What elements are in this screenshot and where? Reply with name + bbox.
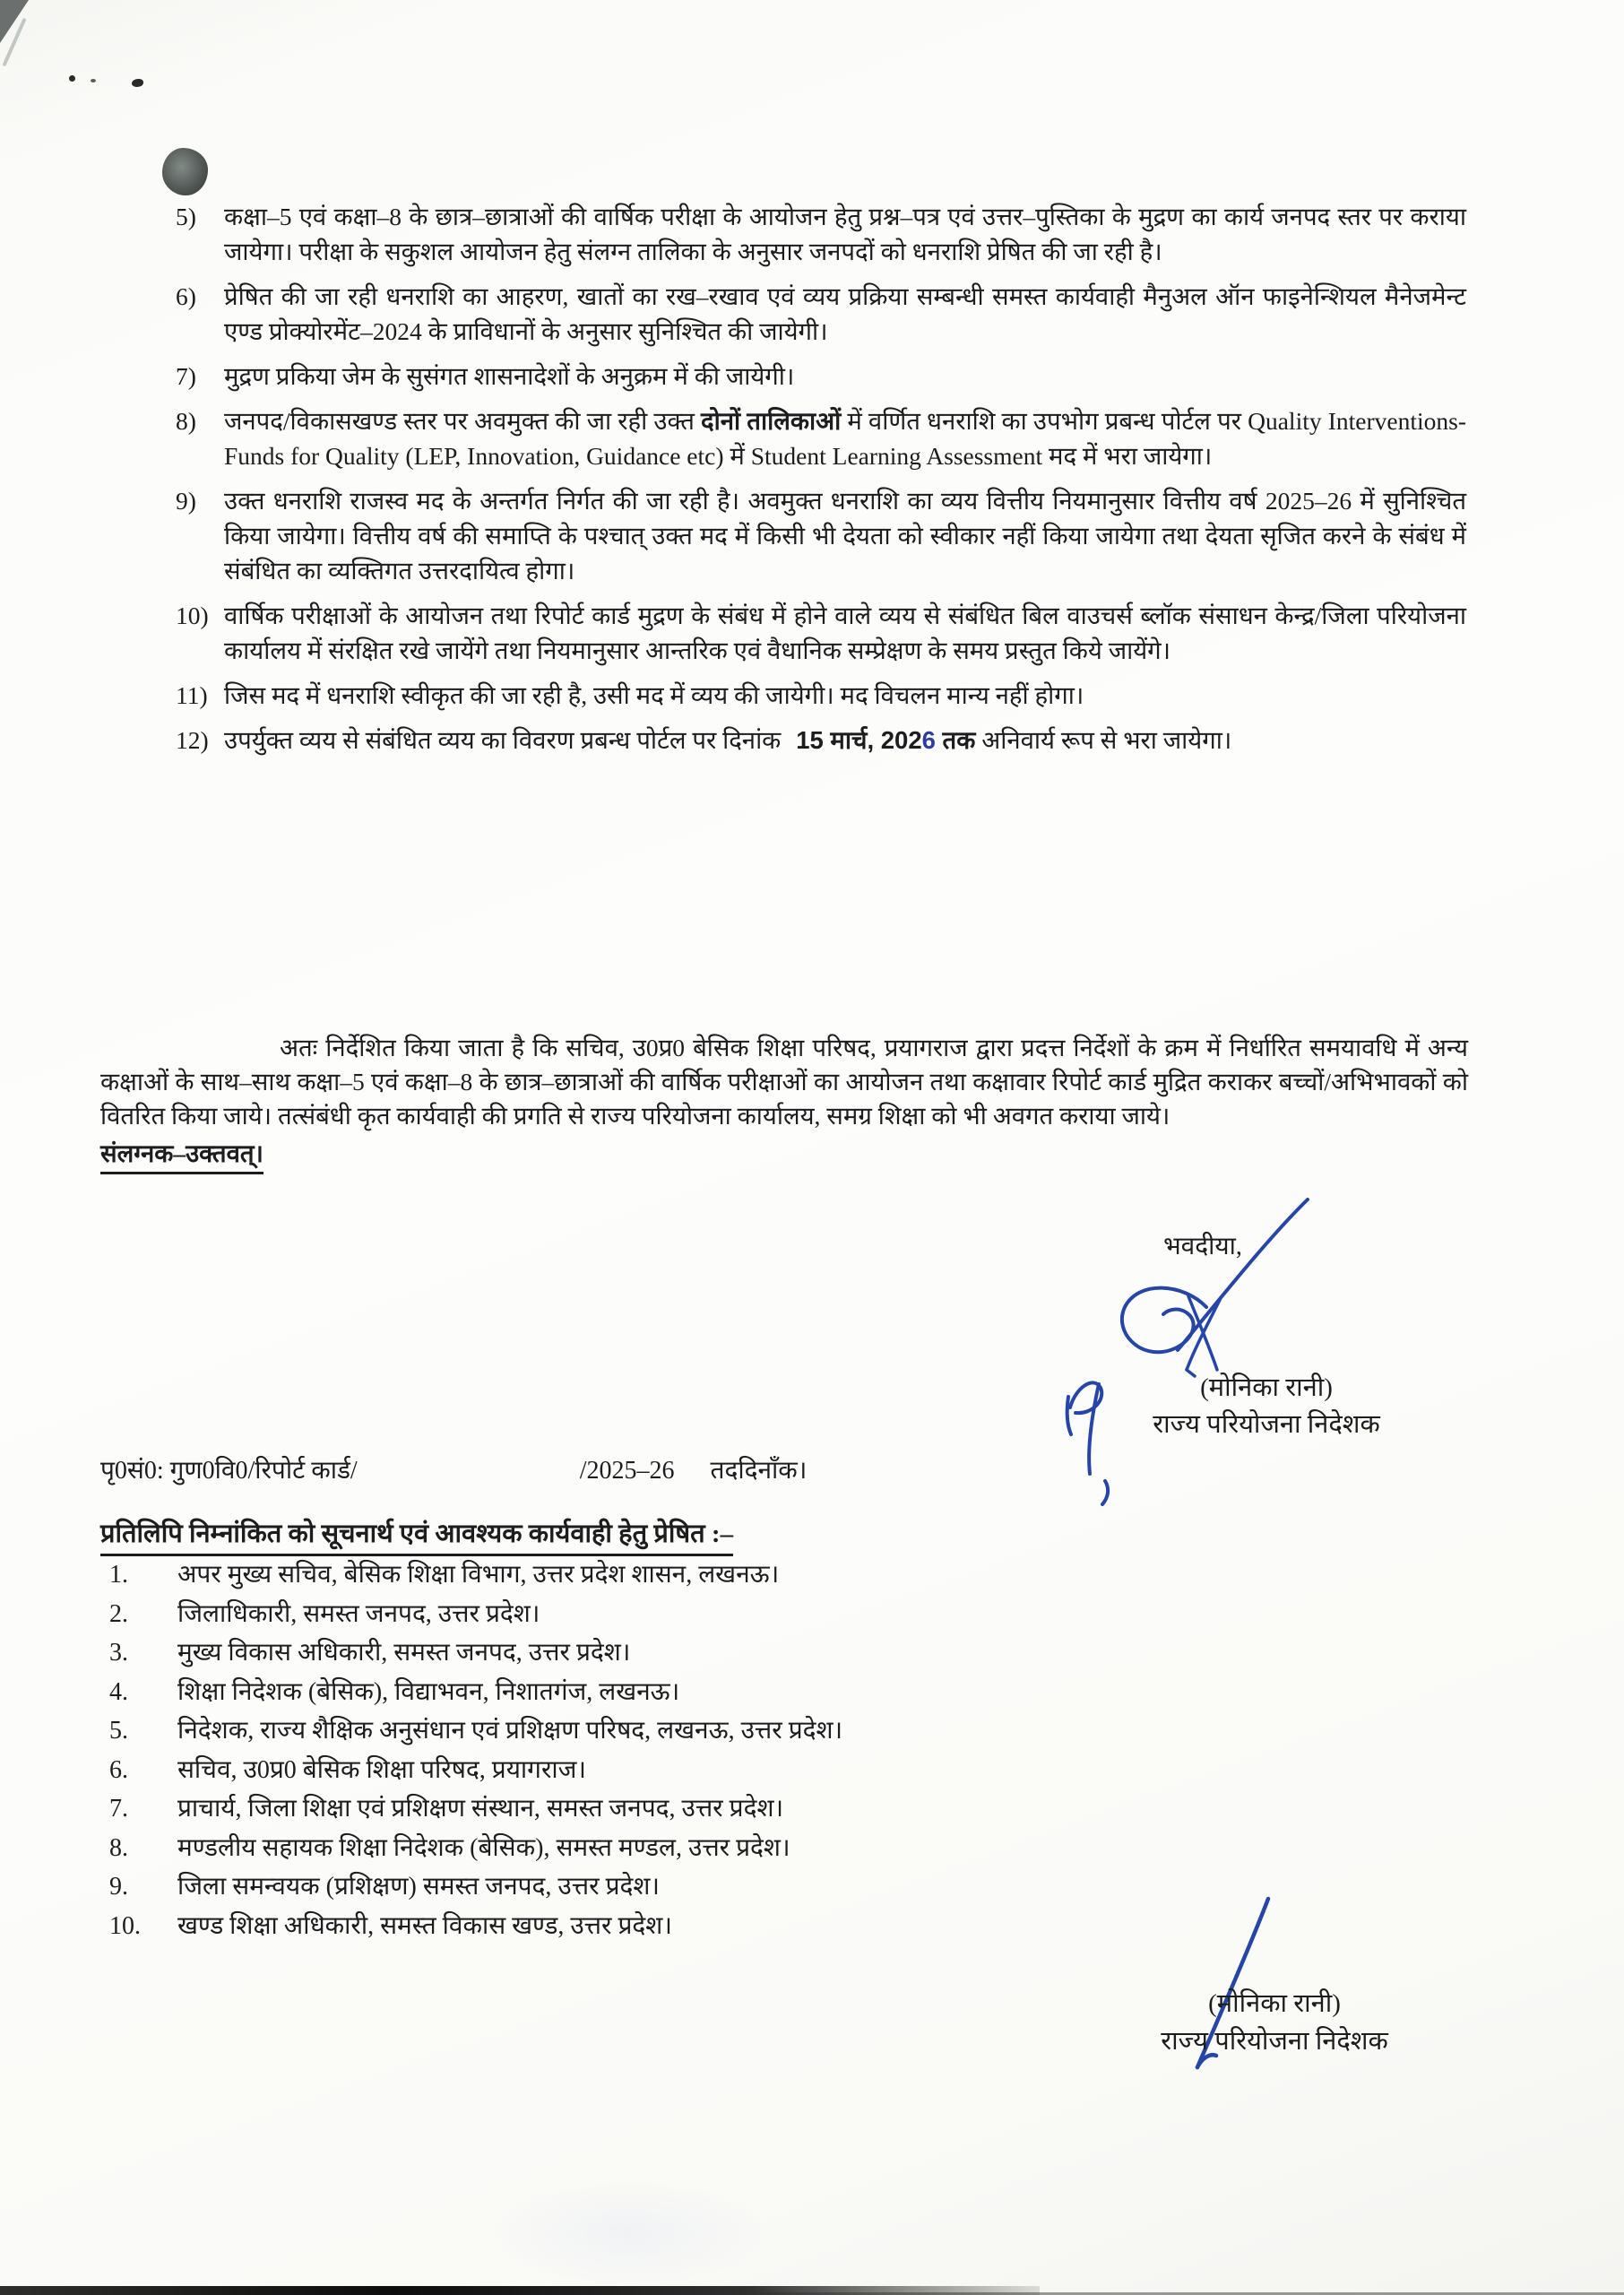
copy-item-text: निदेशक, राज्य शैक्षिक अनुसंधान एवं प्रशिक्षण परिषद, लखनऊ, उत्तर प्रदेश। <box>177 1717 843 1745</box>
copy-item-3 <box>109 1640 1364 1667</box>
item-text <box>224 723 1466 758</box>
copy-item-text: मण्डलीय सहायक शिक्षा निदेशक (बेसिक), समस्त मण्डल, उत्तर प्रदेश। <box>177 1833 790 1862</box>
closing-section <box>100 1031 1468 1174</box>
list-item-12 <box>176 723 1466 758</box>
copy-item-4 <box>109 1679 1364 1707</box>
item-text-part: अनिवार्य रूप से भरा जायेगा। <box>975 726 1232 754</box>
copy-item-number: 3. <box>109 1639 128 1667</box>
copy-item-text: जिला समन्वयक (प्रशिक्षण) समस्त जनपद, उत्तर प्रदेश। <box>177 1873 661 1901</box>
list-item-10 <box>176 598 1466 668</box>
item-text: जिस मद में धनराशि स्वीकृत की जा रही है, उसी मद में व्यय की जायेगी। मद विचलन मान्य नहीं होगा। <box>224 681 1084 709</box>
enclosure-note: संलग्नक–उक्तवत्। <box>100 1137 263 1174</box>
item-text-part: मद में भरा जायेगा। <box>1042 442 1213 470</box>
signer-title: राज्य परियोजना निदेशक <box>1153 1410 1380 1439</box>
item-number: 9) <box>176 487 196 515</box>
copy-item-text: खण्ड शिक्षा अधिकारी, समस्त विकास खण्ड, उत्तर प्रदेश। <box>177 1911 672 1940</box>
copy-item-number: 5. <box>109 1717 128 1745</box>
item-text-bold: दोनों तालिकाओं <box>701 407 842 435</box>
item-text: कक्षा–5 एवं कक्षा–8 के छात्र–छात्राओं की वार्षिक परीक्षा के आयोजन हेतु प्रश्न–पत्र एवं उत्तर–पुस्तिका के मुद्रण का कार्य जनपद स्तर पर कराया जायेगा। परीक्षा के सकुशल आयोजन हेतु संलग्न तालिका के अनुसार जनपदों को धनराशि प्रेषित की जा रही है। <box>224 203 1466 265</box>
punch-hole-mark <box>162 148 208 195</box>
copy-item-number: 1. <box>109 1561 128 1589</box>
copy-item-number: 10. <box>109 1911 141 1940</box>
footer-signer-block <box>1104 1985 1445 2060</box>
item-number: 7) <box>176 362 196 390</box>
deadline-date-bold: तक <box>935 726 976 754</box>
signer-block <box>1092 1370 1441 1443</box>
reference-line <box>100 1452 807 1486</box>
item-number: 11) <box>176 681 208 709</box>
item-text: वार्षिक परीक्षाओं के आयोजन तथा रिपोर्ट कार्ड मुद्रण के संबंध में होने वाले व्यय से संबंधित बिल वाउचर्स ब्लॉक संसाधन केन्द्र/जिला परियोजना कार्यालय में संरक्षित रखे जायेंगे तथा नियमानुसार आन्तरिक एवं वैधानिक सम्प्रेक्षण के समय प्रस्तुत किये जायेंगे। <box>224 602 1466 664</box>
reference-prefix: पृ0सं0: गुण0वि0/रिपोर्ट कार्ड/ <box>100 1457 358 1485</box>
item-text-part: उपर्युक्त व्यय से संबंधित व्यय का विवरण प्रबन्ध पोर्टल पर दिनांक <box>224 726 788 754</box>
copy-item-text: शिक्षा निदेशक (बेसिक), विद्याभवन, निशातगंज, लखनऊ। <box>177 1677 680 1706</box>
copy-item-number: 2. <box>109 1599 128 1628</box>
reference-year: /2025–26 <box>579 1457 675 1485</box>
item-number: 5) <box>176 203 196 230</box>
copy-item-number: 7. <box>109 1795 128 1823</box>
list-item-8 <box>176 403 1466 473</box>
item-text-english: Student Learning Assessment <box>750 442 1043 470</box>
item-text-part: में <box>723 442 751 470</box>
list-item-6 <box>176 279 1466 349</box>
copy-item-text: प्राचार्य, जिला शिक्षा एवं प्रशिक्षण संस्थान, समस्त जनपद, उत्तर प्रदेश। <box>177 1795 784 1823</box>
ink-corrected-digit: 6 <box>921 726 936 754</box>
copy-item-2 <box>109 1601 1364 1629</box>
reference-date-note: तददिनाँक। <box>710 1457 808 1485</box>
item-number: 6) <box>176 282 196 310</box>
item-number: 8) <box>176 407 196 435</box>
item-text-english: Quality Interventions-Funds for Quality (LEP, Innovation, Guidance etc) <box>224 407 1466 470</box>
copy-item-number: 6. <box>109 1755 128 1784</box>
item-text: प्रेषित की जा रही धनराशि का आहरण, खातों का रख–रखाव एवं व्यय प्रक्रिया सम्बन्धी समस्त कार्यवाही मैनुअल ऑन फाइनेन्शियल मैनेजमेन्ट एण्ड प्रोक्योरमेंट–2024 के प्राविधानों के अनुसार सुनिश्चित की जायेगी। <box>224 282 1466 345</box>
item-text <box>224 403 1466 473</box>
scan-edge-bar <box>0 2286 1040 2295</box>
copy-to-heading: प्रतिलिपि निम्नांकित को सूचनार्थ एवं आवश्यक कार्यवाही हेतु प्रेषित :– <box>100 1515 733 1556</box>
copy-item-number: 4. <box>109 1677 128 1706</box>
item-text-part: जनपद/विकासखण्ड स्तर पर अवमुक्त की जा रही उक्त <box>224 407 702 435</box>
copy-item-text: अपर मुख्य सचिव, बेसिक शिक्षा विभाग, उत्तर प्रदेश शासन, लखनऊ। <box>177 1561 780 1589</box>
copy-item-text: जिलाधिकारी, समस्त जनपद, उत्तर प्रदेश। <box>177 1599 540 1628</box>
directive-list <box>176 199 1466 767</box>
ink-speck <box>91 79 96 82</box>
copy-item-number: 9. <box>109 1873 128 1901</box>
copy-item-number: 8. <box>109 1833 128 1862</box>
item-number: 12) <box>176 726 209 754</box>
item-text-part: में वर्णित धनराशि का उपभोग प्रबन्ध पोर्टल पर <box>841 407 1248 435</box>
copy-item-8 <box>109 1835 1364 1863</box>
item-text: मुद्रण प्रकिया जेम के सुसंगत शासनादेशों के अनुक्रम में की जायेगी। <box>224 362 795 390</box>
valediction: भवदीया, <box>1163 1233 1242 1260</box>
ink-speck <box>69 75 75 82</box>
initial-ink-mark <box>1058 1361 1127 1509</box>
signer-title: राज्य परियोजना निदेशक <box>1161 2027 1388 2056</box>
copy-item-text: सचिव, उ0प्र0 बेसिक शिक्षा परिषद, प्रयागराज। <box>177 1755 587 1784</box>
signer-name: (मोनिका रानी) <box>1200 1373 1333 1402</box>
list-item-5 <box>176 199 1466 269</box>
copy-item-text: मुख्य विकास अधिकारी, समस्त जनपद, उत्तर प्रदेश। <box>177 1639 631 1667</box>
signer-name: (मोनिका रानी) <box>1208 1989 1341 2018</box>
scan-smudge <box>484 2178 771 2286</box>
copy-item-6 <box>109 1757 1364 1785</box>
list-item-11 <box>176 678 1466 713</box>
item-number: 10) <box>176 602 209 629</box>
list-item-9 <box>176 483 1466 588</box>
copy-item-7 <box>109 1796 1364 1823</box>
closing-paragraph: अतः निर्देशित किया जाता है कि सचिव, उ0प्र0 बेसिक शिक्षा परिषद, प्रयागराज द्वारा प्रदत्त निर्देशों के क्रम में निर्धारित समयावधि में अन्य कक्षाओं के साथ–साथ कक्षा–5 एवं कक्षा–8 के छात्र–छात्राओं की वार्षिक परीक्षाओं का आयोजन तथा कक्षावार रिपोर्ट कार्ड मुद्रित कराकर बच्चों/अभिभावकों को वितरित किया जाये। तत्संबंधी कृत कार्यवाही की प्रगति से राज्य परियोजना कार्यालय, समग्र शिक्षा को भी अवगत कराया जाये। <box>100 1034 1468 1130</box>
item-text: उक्त धनराशि राजस्व मद के अन्तर्गत निर्गत की जा रही है। अवमुक्त धनराशि का व्यय वित्तीय नियमानुसार वित्तीय वर्ष 2025–26 में सुनिश्चित किया जायेगा। वित्तीय वर्ष की समाप्ति के पश्चात् उक्त मद में किसी भी देयता को स्वीकार नहीं किया जायेगा तथा देयता सृजित करने के संबंध में संबंधित का व्यक्तिगत उत्तरदायित्व होगा। <box>224 487 1466 585</box>
copy-item-1 <box>109 1562 1364 1589</box>
list-item-7 <box>176 359 1466 394</box>
deadline-date-bold: 15 मार्च, 202 <box>796 726 922 754</box>
copy-item-5 <box>109 1718 1364 1745</box>
ink-speck <box>132 79 143 87</box>
